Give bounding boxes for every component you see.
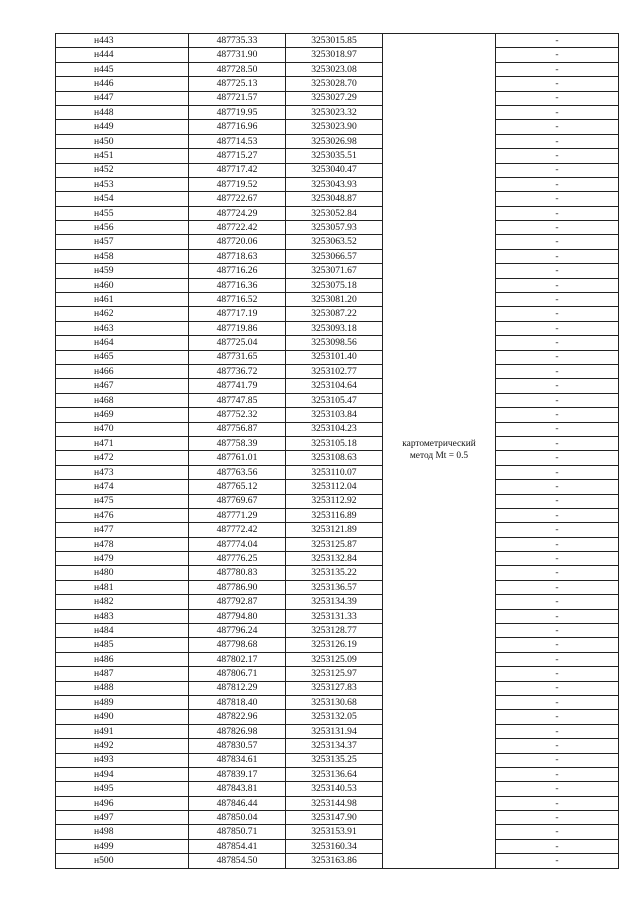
- x-coordinate-cell: 487850.71: [189, 825, 286, 839]
- point-id-cell: н492: [56, 739, 189, 753]
- table-row: [56, 105, 619, 119]
- dash-cell: -: [496, 465, 619, 479]
- dash-cell: -: [496, 278, 619, 292]
- x-coordinate-cell: 487794.80: [189, 609, 286, 623]
- table-row: [56, 839, 619, 853]
- x-coordinate-cell: 487716.96: [189, 120, 286, 134]
- method-line-1: картометрический: [402, 439, 476, 450]
- y-coordinate-cell: 3253023.90: [286, 120, 383, 134]
- dash-cell: -: [496, 192, 619, 206]
- dash-cell: -: [496, 105, 619, 119]
- y-coordinate-cell: 3253026.98: [286, 134, 383, 148]
- method-cell: [383, 34, 496, 869]
- point-id-cell: н469: [56, 408, 189, 422]
- point-id-cell: н453: [56, 177, 189, 191]
- point-id-cell: н462: [56, 307, 189, 321]
- x-coordinate-cell: 487717.42: [189, 163, 286, 177]
- point-id-cell: н474: [56, 480, 189, 494]
- dash-cell: -: [496, 293, 619, 307]
- table-row: [56, 595, 619, 609]
- table-row: [56, 192, 619, 206]
- dash-cell: -: [496, 34, 619, 48]
- dash-cell: -: [496, 77, 619, 91]
- table-row: [56, 695, 619, 709]
- x-coordinate-cell: 487850.04: [189, 811, 286, 825]
- dash-cell: -: [496, 638, 619, 652]
- x-coordinate-cell: 487722.42: [189, 221, 286, 235]
- point-id-cell: н458: [56, 249, 189, 263]
- dash-cell: -: [496, 681, 619, 695]
- dash-cell: -: [496, 552, 619, 566]
- table-row: [56, 724, 619, 738]
- x-coordinate-cell: 487763.56: [189, 465, 286, 479]
- y-coordinate-cell: 3253116.89: [286, 508, 383, 522]
- y-coordinate-cell: 3253112.92: [286, 494, 383, 508]
- table-row: [56, 652, 619, 666]
- table-row: [56, 77, 619, 91]
- table-row: [56, 336, 619, 350]
- y-coordinate-cell: 3253103.84: [286, 408, 383, 422]
- table-row: [56, 62, 619, 76]
- dash-cell: -: [496, 206, 619, 220]
- y-coordinate-cell: 3253144.98: [286, 796, 383, 810]
- x-coordinate-cell: 487761.01: [189, 451, 286, 465]
- y-coordinate-cell: 3253135.22: [286, 566, 383, 580]
- x-coordinate-cell: 487771.29: [189, 508, 286, 522]
- x-coordinate-cell: 487716.26: [189, 264, 286, 278]
- table-row: [56, 681, 619, 695]
- point-id-cell: н446: [56, 77, 189, 91]
- point-id-cell: н445: [56, 62, 189, 76]
- dash-cell: -: [496, 48, 619, 62]
- table-row: [56, 120, 619, 134]
- y-coordinate-cell: 3253108.63: [286, 451, 383, 465]
- x-coordinate-cell: 487719.52: [189, 177, 286, 191]
- x-coordinate-cell: 487765.12: [189, 480, 286, 494]
- point-id-cell: н497: [56, 811, 189, 825]
- point-id-cell: н500: [56, 854, 189, 868]
- table-row: [56, 796, 619, 810]
- y-coordinate-cell: 3253121.89: [286, 523, 383, 537]
- y-coordinate-cell: 3253136.57: [286, 580, 383, 594]
- table-row: [56, 566, 619, 580]
- x-coordinate-cell: 487722.67: [189, 192, 286, 206]
- dash-cell: -: [496, 767, 619, 781]
- point-id-cell: н487: [56, 667, 189, 681]
- table-row: [56, 379, 619, 393]
- x-coordinate-cell: 487834.61: [189, 753, 286, 767]
- table-row: [56, 48, 619, 62]
- x-coordinate-cell: 487830.57: [189, 739, 286, 753]
- x-coordinate-cell: 487792.87: [189, 595, 286, 609]
- x-coordinate-cell: 487716.36: [189, 278, 286, 292]
- table-row: [56, 667, 619, 681]
- point-id-cell: н475: [56, 494, 189, 508]
- y-coordinate-cell: 3253147.90: [286, 811, 383, 825]
- point-id-cell: н447: [56, 91, 189, 105]
- dash-cell: -: [496, 782, 619, 796]
- x-coordinate-cell: 487812.29: [189, 681, 286, 695]
- dash-cell: -: [496, 710, 619, 724]
- table-row: [56, 393, 619, 407]
- point-id-cell: н456: [56, 221, 189, 235]
- table-row: [56, 321, 619, 335]
- table-row: [56, 624, 619, 638]
- point-id-cell: н484: [56, 624, 189, 638]
- x-coordinate-cell: 487721.57: [189, 91, 286, 105]
- point-id-cell: н450: [56, 134, 189, 148]
- dash-cell: -: [496, 624, 619, 638]
- point-id-cell: н473: [56, 465, 189, 479]
- point-id-cell: н496: [56, 796, 189, 810]
- y-coordinate-cell: 3253075.18: [286, 278, 383, 292]
- x-coordinate-cell: 487724.29: [189, 206, 286, 220]
- y-coordinate-cell: 3253071.67: [286, 264, 383, 278]
- x-coordinate-cell: 487798.68: [189, 638, 286, 652]
- y-coordinate-cell: 3253043.93: [286, 177, 383, 191]
- y-coordinate-cell: 3253128.77: [286, 624, 383, 638]
- y-coordinate-cell: 3253134.37: [286, 739, 383, 753]
- y-coordinate-cell: 3253105.47: [286, 393, 383, 407]
- dash-cell: -: [496, 62, 619, 76]
- x-coordinate-cell: 487717.19: [189, 307, 286, 321]
- table-row: [56, 149, 619, 163]
- x-coordinate-cell: 487822.96: [189, 710, 286, 724]
- table-row: [56, 364, 619, 378]
- y-coordinate-cell: 3253098.56: [286, 336, 383, 350]
- point-id-cell: н490: [56, 710, 189, 724]
- dash-cell: -: [496, 825, 619, 839]
- dash-cell: -: [496, 854, 619, 868]
- table-row: [56, 609, 619, 623]
- table-row: [56, 235, 619, 249]
- dash-cell: -: [496, 436, 619, 450]
- x-coordinate-cell: 487735.33: [189, 34, 286, 48]
- x-coordinate-cell: 487843.81: [189, 782, 286, 796]
- table-row: [56, 307, 619, 321]
- table-row: [56, 782, 619, 796]
- y-coordinate-cell: 3253101.40: [286, 350, 383, 364]
- y-coordinate-cell: 3253027.29: [286, 91, 383, 105]
- dash-cell: -: [496, 796, 619, 810]
- table-row: [56, 753, 619, 767]
- x-coordinate-cell: 487818.40: [189, 695, 286, 709]
- y-coordinate-cell: 3253066.57: [286, 249, 383, 263]
- table-row: [56, 177, 619, 191]
- point-id-cell: н455: [56, 206, 189, 220]
- dash-cell: -: [496, 609, 619, 623]
- y-coordinate-cell: 3253131.94: [286, 724, 383, 738]
- y-coordinate-cell: 3253132.05: [286, 710, 383, 724]
- dash-cell: -: [496, 177, 619, 191]
- point-id-cell: н463: [56, 321, 189, 335]
- point-id-cell: н493: [56, 753, 189, 767]
- table-row: [56, 350, 619, 364]
- coordinates-table-body: [56, 34, 619, 869]
- point-id-cell: н459: [56, 264, 189, 278]
- y-coordinate-cell: 3253163.86: [286, 854, 383, 868]
- point-id-cell: н480: [56, 566, 189, 580]
- point-id-cell: н499: [56, 839, 189, 853]
- table-row: [56, 264, 619, 278]
- point-id-cell: н464: [56, 336, 189, 350]
- x-coordinate-cell: 487718.63: [189, 249, 286, 263]
- dash-cell: -: [496, 249, 619, 263]
- dash-cell: -: [496, 753, 619, 767]
- y-coordinate-cell: 3253140.53: [286, 782, 383, 796]
- y-coordinate-cell: 3253153.91: [286, 825, 383, 839]
- point-id-cell: н498: [56, 825, 189, 839]
- dash-cell: -: [496, 652, 619, 666]
- table-row: [56, 221, 619, 235]
- point-id-cell: н477: [56, 523, 189, 537]
- dash-cell: -: [496, 163, 619, 177]
- coordinates-table: [55, 33, 619, 869]
- y-coordinate-cell: 3253093.18: [286, 321, 383, 335]
- table-row: [56, 206, 619, 220]
- dash-cell: -: [496, 264, 619, 278]
- table-row: [56, 480, 619, 494]
- x-coordinate-cell: 487719.95: [189, 105, 286, 119]
- dash-cell: -: [496, 695, 619, 709]
- dash-cell: -: [496, 724, 619, 738]
- y-coordinate-cell: 3253015.85: [286, 34, 383, 48]
- y-coordinate-cell: 3253127.83: [286, 681, 383, 695]
- x-coordinate-cell: 487774.04: [189, 537, 286, 551]
- table-row: [56, 34, 619, 48]
- x-coordinate-cell: 487802.17: [189, 652, 286, 666]
- point-id-cell: н479: [56, 552, 189, 566]
- table-row: [56, 278, 619, 292]
- table-row: [56, 523, 619, 537]
- point-id-cell: н460: [56, 278, 189, 292]
- y-coordinate-cell: 3253052.84: [286, 206, 383, 220]
- coordinates-sheet: [55, 33, 578, 869]
- y-coordinate-cell: 3253087.22: [286, 307, 383, 321]
- y-coordinate-cell: 3253063.52: [286, 235, 383, 249]
- x-coordinate-cell: 487736.72: [189, 364, 286, 378]
- dash-cell: -: [496, 537, 619, 551]
- point-id-cell: н482: [56, 595, 189, 609]
- dash-cell: -: [496, 149, 619, 163]
- table-row: [56, 436, 619, 450]
- y-coordinate-cell: 3253028.70: [286, 77, 383, 91]
- table-row: [56, 508, 619, 522]
- table-row: [56, 638, 619, 652]
- table-row: [56, 134, 619, 148]
- point-id-cell: н478: [56, 537, 189, 551]
- dash-cell: -: [496, 480, 619, 494]
- x-coordinate-cell: 487741.79: [189, 379, 286, 393]
- point-id-cell: н454: [56, 192, 189, 206]
- x-coordinate-cell: 487786.90: [189, 580, 286, 594]
- y-coordinate-cell: 3253023.08: [286, 62, 383, 76]
- point-id-cell: н495: [56, 782, 189, 796]
- y-coordinate-cell: 3253134.39: [286, 595, 383, 609]
- x-coordinate-cell: 487725.04: [189, 336, 286, 350]
- table-row: [56, 552, 619, 566]
- y-coordinate-cell: 3253135.25: [286, 753, 383, 767]
- x-coordinate-cell: 487752.32: [189, 408, 286, 422]
- table-row: [56, 451, 619, 465]
- y-coordinate-cell: 3253023.32: [286, 105, 383, 119]
- table-row: [56, 537, 619, 551]
- table-row: [56, 293, 619, 307]
- table-row: [56, 465, 619, 479]
- x-coordinate-cell: 487756.87: [189, 422, 286, 436]
- table-row: [56, 163, 619, 177]
- x-coordinate-cell: 487719.86: [189, 321, 286, 335]
- dash-cell: -: [496, 408, 619, 422]
- y-coordinate-cell: 3253081.20: [286, 293, 383, 307]
- dash-cell: -: [496, 336, 619, 350]
- dash-cell: -: [496, 566, 619, 580]
- y-coordinate-cell: 3253104.23: [286, 422, 383, 436]
- table-row: [56, 494, 619, 508]
- point-id-cell: н470: [56, 422, 189, 436]
- table-row: [56, 422, 619, 436]
- y-coordinate-cell: 3253110.07: [286, 465, 383, 479]
- x-coordinate-cell: 487780.83: [189, 566, 286, 580]
- y-coordinate-cell: 3253125.97: [286, 667, 383, 681]
- y-coordinate-cell: 3253132.84: [286, 552, 383, 566]
- x-coordinate-cell: 487854.41: [189, 839, 286, 853]
- y-coordinate-cell: 3253018.97: [286, 48, 383, 62]
- dash-cell: -: [496, 393, 619, 407]
- point-id-cell: н461: [56, 293, 189, 307]
- x-coordinate-cell: 487826.98: [189, 724, 286, 738]
- point-id-cell: н488: [56, 681, 189, 695]
- table-row: [56, 91, 619, 105]
- point-id-cell: н466: [56, 364, 189, 378]
- point-id-cell: н467: [56, 379, 189, 393]
- x-coordinate-cell: 487839.17: [189, 767, 286, 781]
- dash-cell: -: [496, 221, 619, 235]
- y-coordinate-cell: 3253125.87: [286, 537, 383, 551]
- x-coordinate-cell: 487758.39: [189, 436, 286, 450]
- point-id-cell: н476: [56, 508, 189, 522]
- table-row: [56, 825, 619, 839]
- table-row: [56, 249, 619, 263]
- y-coordinate-cell: 3253130.68: [286, 695, 383, 709]
- table-row: [56, 408, 619, 422]
- dash-cell: -: [496, 667, 619, 681]
- point-id-cell: н485: [56, 638, 189, 652]
- point-id-cell: н444: [56, 48, 189, 62]
- x-coordinate-cell: 487731.65: [189, 350, 286, 364]
- x-coordinate-cell: 487715.27: [189, 149, 286, 163]
- x-coordinate-cell: 487714.53: [189, 134, 286, 148]
- table-row: [56, 854, 619, 868]
- dash-cell: -: [496, 307, 619, 321]
- y-coordinate-cell: 3253136.64: [286, 767, 383, 781]
- dash-cell: -: [496, 350, 619, 364]
- dash-cell: -: [496, 580, 619, 594]
- x-coordinate-cell: 487720.06: [189, 235, 286, 249]
- x-coordinate-cell: 487728.50: [189, 62, 286, 76]
- point-id-cell: н483: [56, 609, 189, 623]
- point-id-cell: н481: [56, 580, 189, 594]
- method-line-2: метод Mt = 0.5: [409, 450, 469, 461]
- dash-cell: -: [496, 839, 619, 853]
- table-row: [56, 811, 619, 825]
- table-row: [56, 767, 619, 781]
- x-coordinate-cell: 487747.85: [189, 393, 286, 407]
- dash-cell: -: [496, 739, 619, 753]
- dash-cell: -: [496, 523, 619, 537]
- y-coordinate-cell: 3253125.09: [286, 652, 383, 666]
- table-row: [56, 710, 619, 724]
- y-coordinate-cell: 3253131.33: [286, 609, 383, 623]
- dash-cell: -: [496, 364, 619, 378]
- dash-cell: -: [496, 134, 619, 148]
- y-coordinate-cell: 3253102.77: [286, 364, 383, 378]
- x-coordinate-cell: 487731.90: [189, 48, 286, 62]
- dash-cell: -: [496, 91, 619, 105]
- dash-cell: -: [496, 595, 619, 609]
- x-coordinate-cell: 487806.71: [189, 667, 286, 681]
- y-coordinate-cell: 3253104.64: [286, 379, 383, 393]
- table-row: [56, 580, 619, 594]
- point-id-cell: н457: [56, 235, 189, 249]
- point-id-cell: н468: [56, 393, 189, 407]
- y-coordinate-cell: 3253112.04: [286, 480, 383, 494]
- point-id-cell: н471: [56, 436, 189, 450]
- point-id-cell: н472: [56, 451, 189, 465]
- point-id-cell: н451: [56, 149, 189, 163]
- x-coordinate-cell: 487796.24: [189, 624, 286, 638]
- y-coordinate-cell: 3253160.34: [286, 839, 383, 853]
- dash-cell: -: [496, 422, 619, 436]
- y-coordinate-cell: 3253105.18: [286, 436, 383, 450]
- x-coordinate-cell: 487769.67: [189, 494, 286, 508]
- dash-cell: -: [496, 508, 619, 522]
- dash-cell: -: [496, 235, 619, 249]
- point-id-cell: н448: [56, 105, 189, 119]
- point-id-cell: н494: [56, 767, 189, 781]
- x-coordinate-cell: 487846.44: [189, 796, 286, 810]
- point-id-cell: н452: [56, 163, 189, 177]
- dash-cell: -: [496, 321, 619, 335]
- y-coordinate-cell: 3253035.51: [286, 149, 383, 163]
- dash-cell: -: [496, 811, 619, 825]
- point-id-cell: н465: [56, 350, 189, 364]
- y-coordinate-cell: 3253040.47: [286, 163, 383, 177]
- dash-cell: -: [496, 451, 619, 465]
- x-coordinate-cell: 487716.52: [189, 293, 286, 307]
- point-id-cell: н486: [56, 652, 189, 666]
- x-coordinate-cell: 487776.25: [189, 552, 286, 566]
- point-id-cell: н443: [56, 34, 189, 48]
- x-coordinate-cell: 487725.13: [189, 77, 286, 91]
- y-coordinate-cell: 3253057.93: [286, 221, 383, 235]
- y-coordinate-cell: 3253048.87: [286, 192, 383, 206]
- point-id-cell: н489: [56, 695, 189, 709]
- y-coordinate-cell: 3253126.19: [286, 638, 383, 652]
- x-coordinate-cell: 487772.42: [189, 523, 286, 537]
- dash-cell: -: [496, 120, 619, 134]
- dash-cell: -: [496, 379, 619, 393]
- x-coordinate-cell: 487854.50: [189, 854, 286, 868]
- table-row: [56, 739, 619, 753]
- point-id-cell: н491: [56, 724, 189, 738]
- point-id-cell: н449: [56, 120, 189, 134]
- dash-cell: -: [496, 494, 619, 508]
